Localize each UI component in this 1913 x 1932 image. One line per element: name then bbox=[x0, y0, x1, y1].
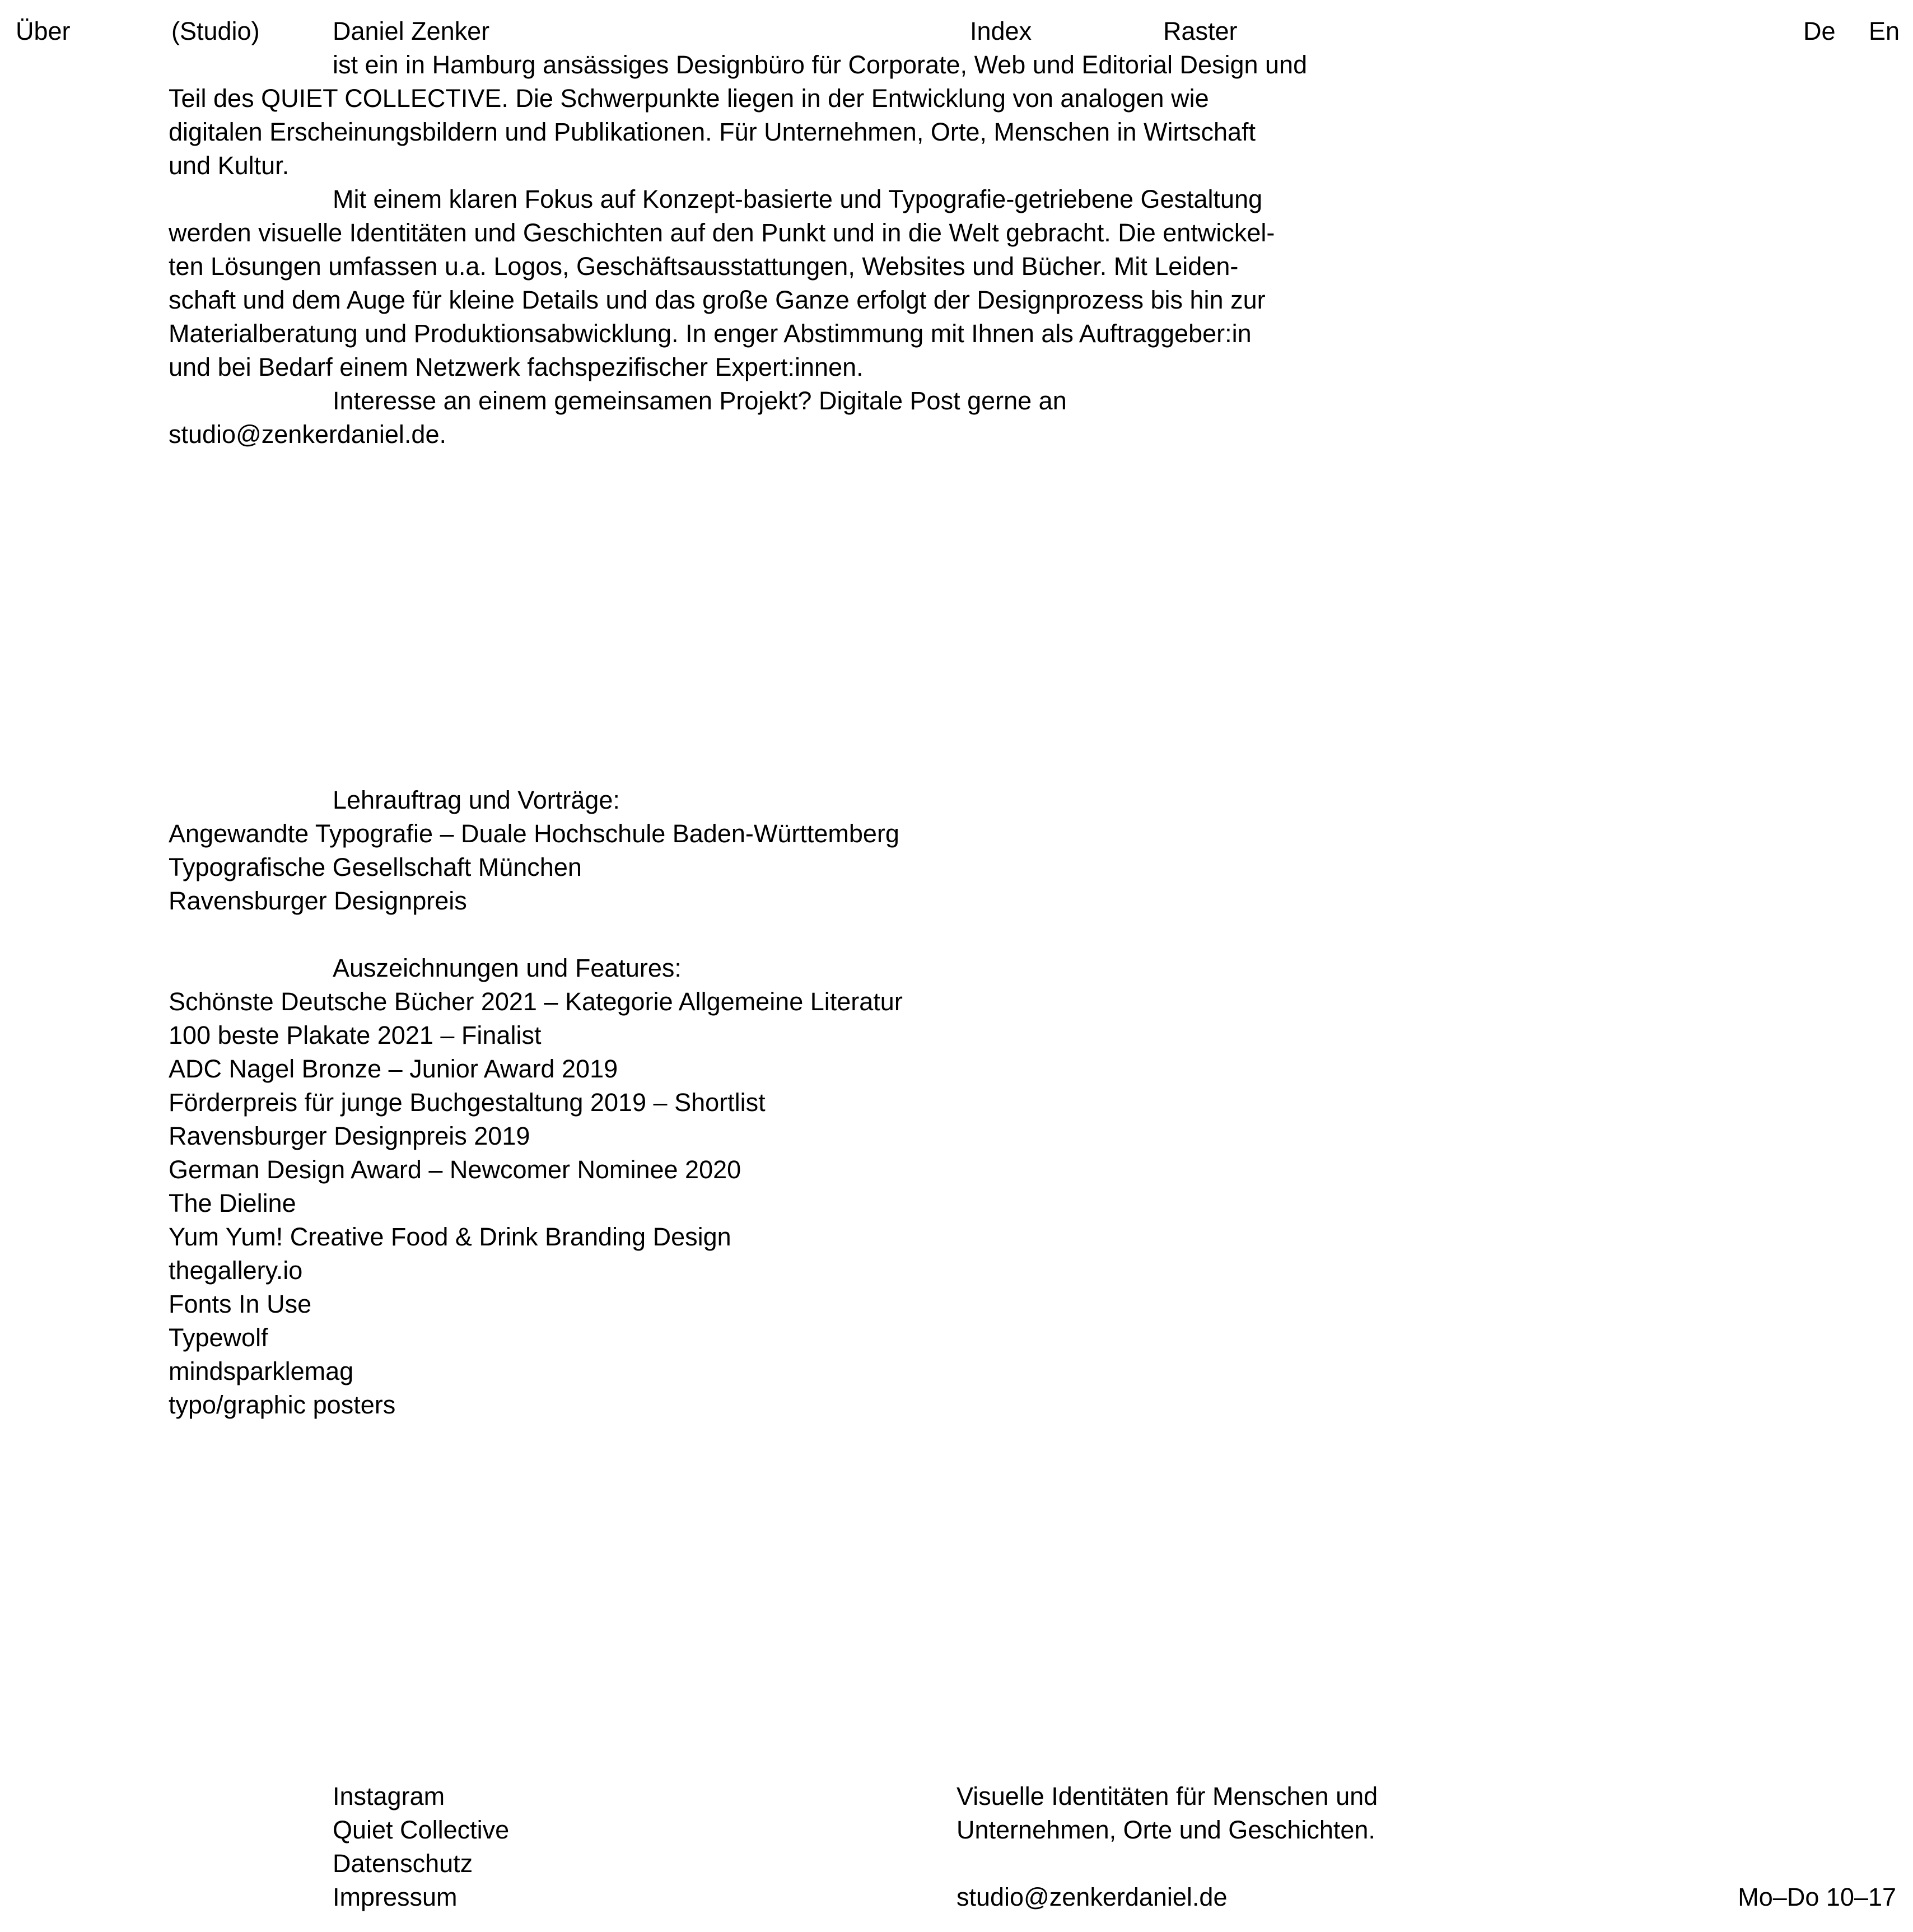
list-item: Förderpreis für junge Buchgestaltung 2019 – Shortlist bbox=[169, 1088, 766, 1117]
teaching-section bbox=[169, 783, 1496, 918]
about-paragraph-2: Mit einem klaren Fokus auf Konzept-basierte und Typografie-getriebene Gestaltung werden visuelle Identitäten und Geschichten auf den Punkt und in die Welt gebracht. Die entwickel- ten Lösungen umfassen u.a. Logos, Geschäftsausstattungen, Websites und Bücher. Mit Leiden- schaft und dem Auge für kleine Details und das große Ganze erfolgt der Designprozess bis hin zur Materialberatung und Produktionsabwicklung. In enger Abstimmung mit Ihnen als Auftraggeber:in und bei Bedarf einem Netzwerk fachspezifischer Expert:innen. bbox=[169, 185, 1275, 381]
list-item: German Design Award – Newcomer Nominee 2020 bbox=[169, 1155, 741, 1184]
brand-wordmark[interactable]: Daniel Zenker bbox=[333, 17, 490, 45]
nav-link-studio[interactable]: (Studio) bbox=[171, 17, 260, 45]
footer-link-impressum[interactable]: Impressum bbox=[333, 1883, 458, 1911]
footer-hours: Mo–Do 10–17 bbox=[1738, 1883, 1896, 1911]
awards-list bbox=[169, 985, 1496, 1422]
spacer bbox=[169, 918, 1496, 951]
nav-link-ueber[interactable]: Über bbox=[16, 17, 71, 45]
about-paragraph-3 bbox=[169, 384, 1496, 451]
teaching-heading: Lehrauftrag und Vorträge: bbox=[333, 786, 620, 814]
footer-tagline: Visuelle Identitäten für Menschen und Unternehmen, Orte und Geschichten. bbox=[956, 1782, 1378, 1844]
footer-link-datenschutz[interactable]: Datenschutz bbox=[333, 1849, 473, 1878]
list-item: Typografische Gesellschaft München bbox=[169, 853, 582, 881]
awards-heading: Auszeichnungen und Features: bbox=[333, 954, 682, 982]
list-item: thegallery.io bbox=[169, 1256, 303, 1285]
list-item: Fonts In Use bbox=[169, 1290, 312, 1318]
list-item: Ravensburger Designpreis bbox=[169, 886, 467, 915]
awards-section bbox=[169, 951, 1496, 1422]
nav-link-index[interactable]: Index bbox=[970, 17, 1032, 45]
list-item: ADC Nagel Bronze – Junior Award 2019 bbox=[169, 1054, 618, 1083]
list-item: Typewolf bbox=[169, 1323, 268, 1352]
footer-links bbox=[333, 1780, 509, 1914]
list-item: Schönste Deutsche Bücher 2021 – Kategorie Allgemeine Literatur bbox=[169, 987, 903, 1016]
contact-invitation-text: Interesse an einem gemeinsamen Projekt? Digitale Post gerne an bbox=[333, 386, 1067, 415]
lang-switch-en[interactable]: En bbox=[1869, 17, 1900, 45]
footer-email-link[interactable]: studio@zenkerdaniel.de bbox=[956, 1883, 1228, 1911]
list-item: 100 beste Plakate 2021 – Finalist bbox=[169, 1021, 542, 1049]
footer-link-instagram[interactable]: Instagram bbox=[333, 1782, 445, 1810]
teaching-list bbox=[169, 817, 1496, 918]
list-item: typo/graphic posters bbox=[169, 1390, 396, 1419]
nav-link-raster[interactable]: Raster bbox=[1163, 17, 1238, 45]
lang-switch-de[interactable]: De bbox=[1803, 17, 1836, 45]
list-item: mindsparklemag bbox=[169, 1357, 354, 1385]
about-text bbox=[169, 48, 1496, 451]
footer-link-quiet-collective[interactable]: Quiet Collective bbox=[333, 1816, 510, 1844]
list-item: The Dieline bbox=[169, 1189, 296, 1217]
list-item: Ravensburger Designpreis 2019 bbox=[169, 1122, 530, 1150]
list-item: Yum Yum! Creative Food & Drink Branding Design bbox=[169, 1222, 731, 1251]
credentials-section bbox=[169, 783, 1496, 1422]
about-paragraph-1: ist ein in Hamburg ansässiges Designbüro für Corporate, Web und Editorial Design und Teil des QUIET COLLECTIVE. Die Schwerpunkte liegen in der Entwicklung von analogen wie digitalen Erscheinungsbildern und Publikationen. Für Unternehmen, Orte, Menschen in Wirtschaft und Kultur. bbox=[169, 50, 1308, 180]
list-item: Angewandte Typografie – Duale Hochschule Baden-Württemberg bbox=[169, 819, 899, 848]
email-link[interactable]: studio@zenkerdaniel.de. bbox=[169, 420, 446, 449]
